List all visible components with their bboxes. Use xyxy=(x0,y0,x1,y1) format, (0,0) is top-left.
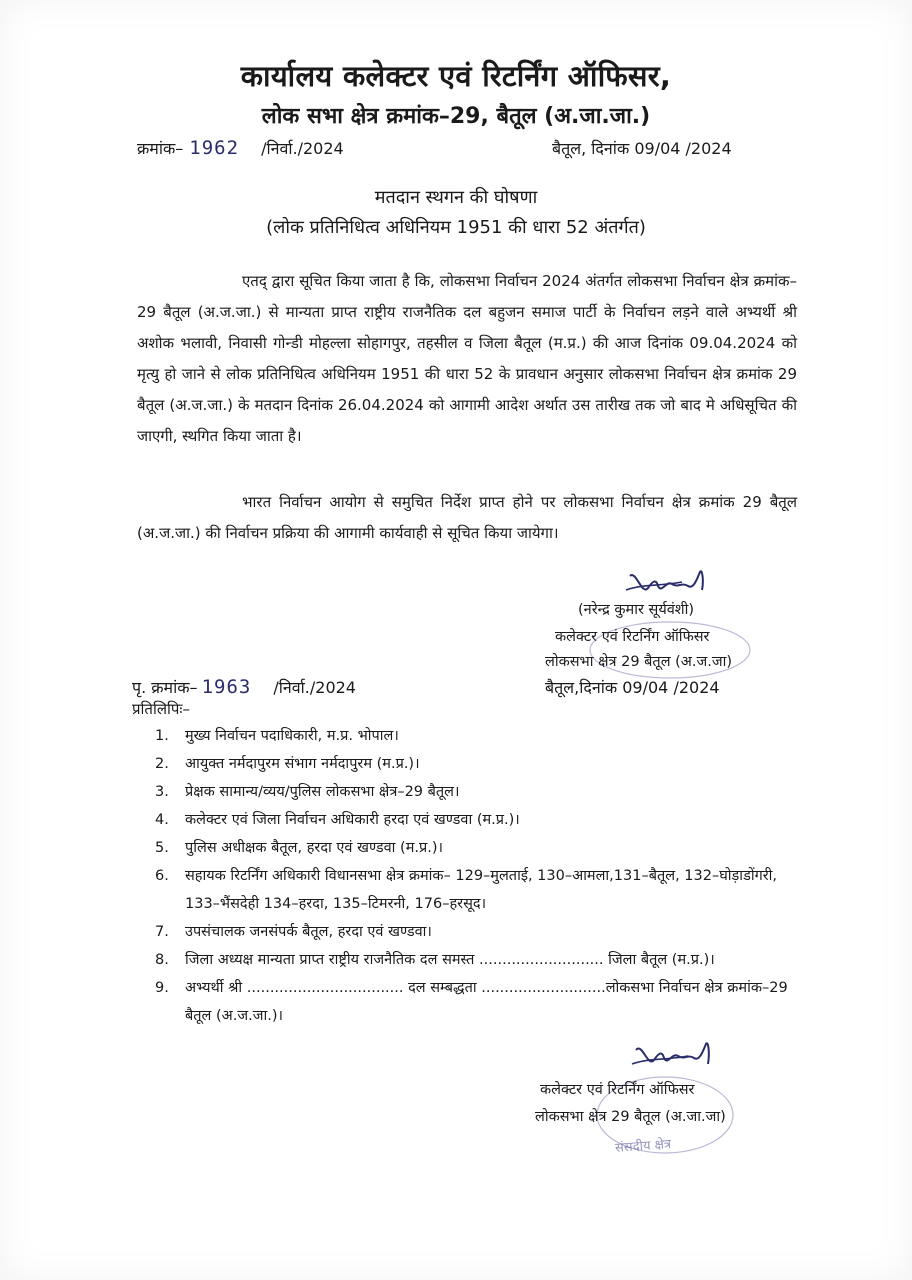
ref-number-top xyxy=(137,137,344,159)
signatory-office: लोकसभा क्षेत्र 29 बैतूल (अ.ज.जा) xyxy=(545,654,733,670)
copy-ref-label: पृ. क्रमांक– xyxy=(132,678,198,697)
body-paragraph-2: भारत निर्वाचन आयोग से समुचित निर्देश प्राप्त होने पर लोकसभा निर्वाचन क्षेत्र क्रमांक 29 बैतूल (अ.ज.जा.) की निर्वाचन प्रक्रिया की आगामी कार्यवाही से सूचित किया जायेगा। xyxy=(137,493,797,542)
body-paragraph-1: एतद् द्वारा सूचित किया जाता है कि, लोकसभा निर्वाचन 2024 अंतर्गत लोकसभा निर्वाचन क्षेत्र क्रमांक–29 बैतूल (अ.ज.जा.) से मान्यता प्राप्त राष्ट्रीय राजनैतिक दल बहुजन समाज पार्टी के निर्वाचन लड़ने वाले अभ्यर्थी श्री अशोक भलावी, निवासी गोन्डी मोहल्ला सोहागपुर, तहसील व जिला बैतूल (म.प्र.) की आज दिनांक 09.04.2024 को मृत्यु हो जाने से लोक प्रतिनिधित्व अधिनियम 1951 की धारा 52 के प्रावधान अनुसार लोकसभा निर्वाचन क्षेत्र क्रमांक 29 बैतूल (अ.ज.जा.) के मतदान दिनांक 26.04.2024 को आगामी आदेश अर्थात उस तारीख तक जो बाद मे अधिसूचित की जाएगी, स्थगित किया जाता है। xyxy=(137,272,797,445)
ref-suffix: /निर्वा./2024 xyxy=(261,139,344,158)
copy-to-list xyxy=(140,722,800,1030)
list-item: 9. अभ्यर्थी श्री .................................. दल सम्बद्धता ...........................लोकसभा निर्वाचन क्षेत्र क्रमांक–29 बैतूल (अ.ज.जा.)। xyxy=(155,980,788,1024)
list-item: 8. जिला अध्यक्ष मान्यता प्राप्त राष्ट्रीय राजनैतिक दल समस्त ........................... जिला बैतूल (म.प्र.)। xyxy=(155,952,715,968)
subject-line2: (लोक प्रतिनिधित्व अधिनियम 1951 की धारा 52 अंतर्गत) xyxy=(266,217,646,238)
ref-date-top xyxy=(552,137,732,159)
stamp-2-icon xyxy=(590,1070,740,1160)
list-item: 7. उपसंचालक जनसंपर्क बैतूल, हरदा एवं खण्डवा। xyxy=(155,924,432,940)
stamp-2-text: संसदीय क्षेत्र xyxy=(614,1137,672,1156)
copy-ref-suffix: /निर्वा./2024 xyxy=(273,678,356,697)
constituency-title: लोक सभा क्षेत्र क्रमांक–29, बैतूल (अ.जा.जा.) xyxy=(261,104,651,129)
signatory-designation: कलेक्टर एवं रिटर्निंग ऑफिसर xyxy=(555,629,710,645)
date-label: बैतूल, दिनांक xyxy=(552,139,630,158)
ref-number-copy xyxy=(132,676,356,698)
ref-date-copy xyxy=(545,676,720,698)
list-item: 5. पुलिस अधीक्षक बैतूल, हरदा एवं खण्डवा (म.प्र.)। xyxy=(155,840,443,856)
office-title: कार्यालय कलेक्टर एवं रिटर्निंग ऑफिसर, xyxy=(240,59,672,93)
ref-label: क्रमांक– xyxy=(137,139,184,158)
list-item: 6. सहायक रिटर्निंग अधिकारी विधानसभा क्षेत्र क्रमांक– 129–मुलताई, 130–आमला,131–बैतूल, 132–घोड़ाडोंगरी, 133–भैंसदेही 134–हरदा, 135–टिमरनी, 176–हरसूद। xyxy=(155,868,778,912)
list-item: 3. प्रेक्षक सामान्य/व्यय/पुलिस लोकसभा क्षेत्र–29 बैतूल। xyxy=(155,784,460,800)
copy-to-heading: प्रतिलिपिः– xyxy=(132,700,190,718)
list-item: 4. कलेक्टर एवं जिला निर्वाचन अधिकारी हरदा एवं खण्डवा (म.प्र.)। xyxy=(155,812,520,828)
date-value: 09/04 /2024 xyxy=(634,139,732,158)
copy-ref-handwritten-number: 1963 xyxy=(201,676,252,698)
signatory-2-office: लोकसभा क्षेत्र 29 बैतूल (अ.जा.जा) xyxy=(535,1109,726,1125)
copy-date-value: 09/04 /2024 xyxy=(622,678,720,697)
list-item: 2. आयुक्त नर्मदापुरम संभाग नर्मदापुरम (म.प्र.)। xyxy=(155,756,420,772)
list-item: 1. मुख्य निर्वाचन पदाधिकारी, म.प्र. भोपाल। xyxy=(155,728,399,744)
stamp-1-icon xyxy=(585,618,755,682)
signatory-2-designation: कलेक्टर एवं रिटर्निंग ऑफिसर xyxy=(540,1082,695,1098)
subject-line1: मतदान स्थगन की घोषणा xyxy=(374,187,538,208)
signatory-name: (नरेन्द्र कुमार सूर्यवंशी) xyxy=(578,602,695,618)
copy-date-label: बैतूल,दिनांक xyxy=(545,678,618,697)
ref-handwritten-number: 1962 xyxy=(189,137,240,159)
